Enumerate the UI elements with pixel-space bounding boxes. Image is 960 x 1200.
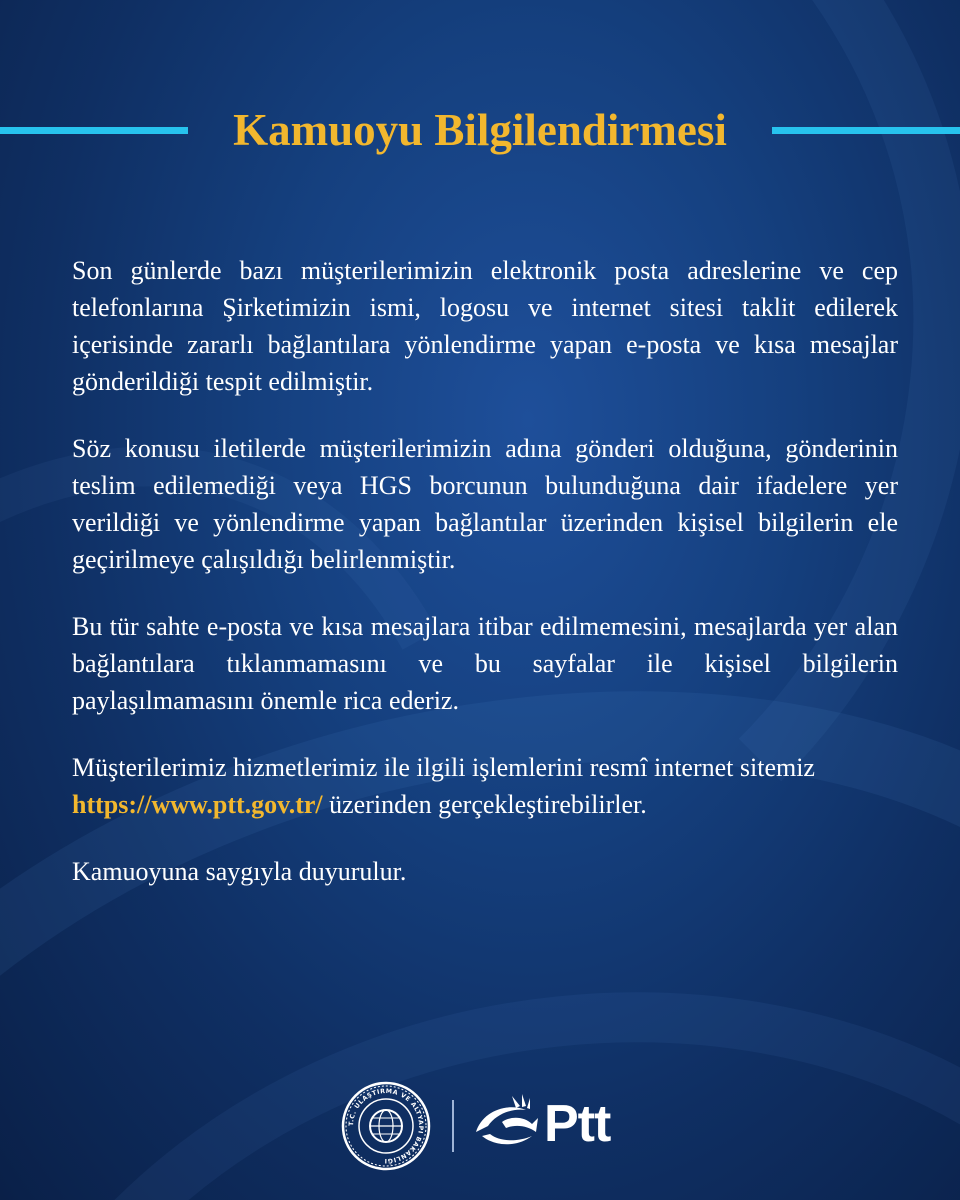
paragraph-3: Bu tür sahte e-posta ve kısa mesajlara itibar edilmemesini, mesajlarda yer alan bağlantılara tıklanmamasını ve bu sayfalar ile kişisel bilgilerin paylaşılmamasını önemle rica ederiz. [72, 612, 898, 715]
ptt-brand-text: Ptt [544, 1095, 611, 1153]
website-link[interactable]: https://www.ptt.gov.tr/ [72, 790, 323, 819]
paragraph-1: Son günlerde bazı müşterilerimizin elektronik posta adreslerine ve cep telefonlarına Şirketimizin ismi, logosu ve internet sitesi taklit edilerek içerisinde zararlı bağlantılara yönlendirme yapan e-posta ve kısa mesajlar gönderildiği tespit edilmiştir. [72, 256, 898, 396]
ptt-bird-icon [472, 1092, 544, 1154]
paragraph-2: Söz konusu iletilerde müşterilerimizin adına gönderi olduğuna, gönderinin teslim edilemediği veya HGS borcunun bulunduğuna dair ifadelere yer verildiği ve yönlendirme yapan bağlantılar üzerinden kişisel bilgilerin ele geçirilmeye çalışıldığı belirlenmiştir. [72, 434, 898, 574]
page-title: Kamuoyu Bilgilendirmesi [233, 105, 727, 155]
seal-text: T.C. ULAŞTIRMA VE ALTYAPI BAKANLIĞI [347, 1087, 425, 1165]
header [0, 100, 960, 160]
announcement-body [72, 252, 898, 920]
logo-divider [452, 1100, 454, 1152]
title-line-left [0, 127, 188, 134]
ministry-seal-icon [340, 1080, 432, 1172]
website-sentence-end: üzerinden gerçekleştirebilirler. [322, 790, 647, 819]
closing-line: Kamuoyuna saygıyla duyurulur. [72, 857, 407, 886]
paragraph-website [72, 749, 898, 823]
footer-logos [340, 1080, 630, 1170]
website-sentence-start: Müşterilerimiz hizmetlerimiz ile ilgili işlemlerini resmî internet sitemiz [72, 753, 815, 782]
title-line-right [772, 127, 960, 134]
